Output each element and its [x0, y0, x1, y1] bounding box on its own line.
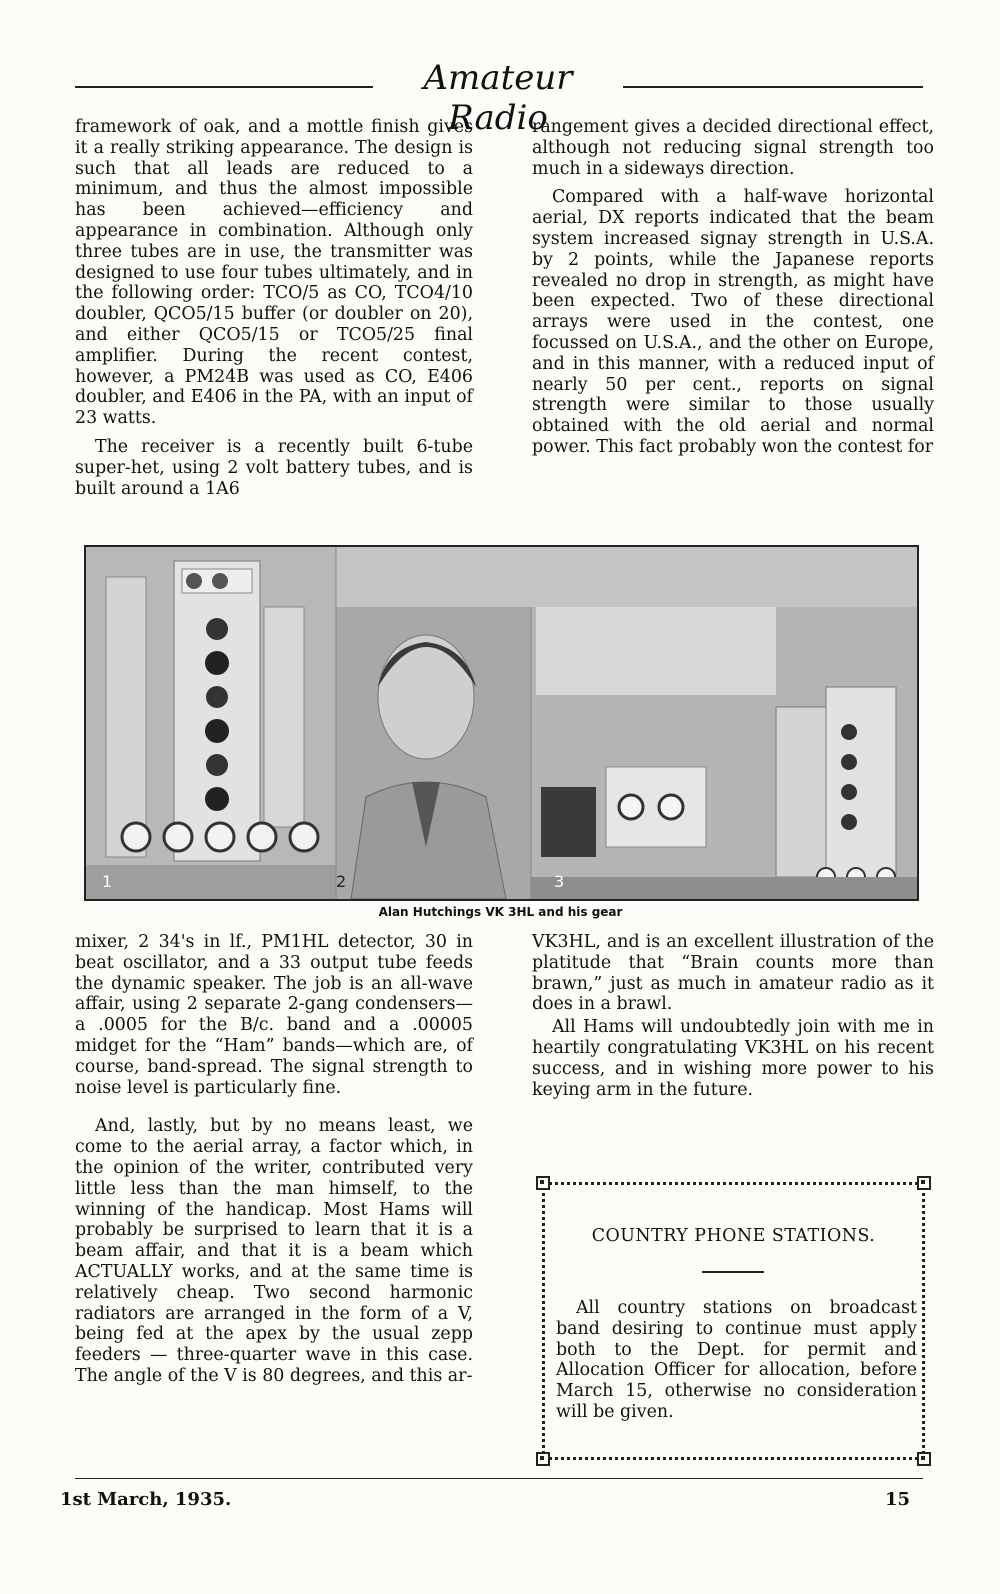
photo-illustration [86, 547, 917, 899]
paragraph: Compared with a half-wave horizontal aerial, DX reports indicated that the beam system increased signay strength in U.S.A. by 2 points, while the Japanese reports revealed no drop in strength, as might have been expected. Two of these directional arrays were used in the contest, one focussed on U.S.A., and the other on Europe, and in this manner, with a reduced input of nearly 50 per cent., reports on signal strength were similar to those usually obtained with the old aerial and normal power. This fact probably won the contest for [532, 187, 934, 457]
column-2 [532, 117, 934, 458]
paragraph: And, lastly, but by no means least, we come to the aerial array, a factor which, in the opinion of the writer, contributed very little less than the man himself, to the winning of the handicap. Most Hams will probably be surprised to learn that it is a beam affair, and that it is a beam which ACTUALLY works, and at the same time is relatively cheap. Two second harmonic radiators are arranged in the form of a V, being fed at the apex by the usual zepp feeders — three-quarter wave in this case. The angle of the V is 80 degrees, and this ar- [75, 1116, 473, 1386]
notice-box [536, 1176, 931, 1466]
page-header [75, 58, 923, 138]
photo-label: 3 [554, 872, 565, 891]
paragraph: VK3HL, and is an excellent illustration of the platitude that “Brain counts more than brawn,” just as much in amateur radio as it does in a brawl. [532, 932, 934, 1015]
issue-date: 1st March, 1935. [60, 1489, 232, 1510]
corner-ornament [536, 1176, 550, 1190]
footer-rule [75, 1478, 923, 1479]
notice-divider [702, 1271, 764, 1273]
notice-body: All country stations on broadcast band desiring to continue must apply both to the Dept. for permit and Allocation Officer for allocation, before March 15, otherwise no consideration will be given. [556, 1298, 917, 1422]
photo-caption: Alan Hutchings VK 3HL and his gear [378, 905, 623, 919]
paragraph: The receiver is a recently built 6-tube super-het, using 2 volt battery tubes, and is built around a 1A6 [75, 436, 473, 499]
header-rule-left [75, 86, 373, 88]
paragraph: framework of oak, and a mottle finish gives it a really striking appearance. The design is such that all leads are reduced to a minimum, and thus the almost impossible has been achieved—efficiency and appearance in combination. Although only three tubes are in use, the transmitter was designed to use four tubes ultimately, and in the following order: TCO/5 as CO, TCO4/10 doubler, QCO5/15 buffer (or doubler on 20), and either QCO5/15 or TCO5/25 final amplifier. During the recent contest, however, a PM24B was used as CO, E406 doubler, and E406 in the PA, with an input of 23 watts. [75, 117, 473, 429]
column-3 [75, 932, 473, 1387]
photo-label: 2 [336, 872, 347, 891]
header-rule-right [623, 86, 923, 88]
paragraph: mixer, 2 34's in lf., PM1HL detector, 30 in beat oscillator, and a 33 output tube feeds the dynamic speaker. The job is an all-wave affair, using 2 separate 2-gang condensers—a .0005 for the B/c. band and a .00005 midget for the “Ham” bands—which are, of course, band-spread. The signal strength to noise level is particularly fine. [75, 932, 473, 1098]
corner-ornament [536, 1452, 550, 1466]
masthead-title: Amateur Radio [423, 58, 573, 138]
paragraph: All Hams will undoubtedly join with me in heartily congratulating VK3HL on his recent success, and in wishing more power to his keying arm in the future. [532, 1017, 934, 1100]
photo-label: 1 [102, 872, 113, 891]
station-photo [84, 545, 919, 901]
page-number: 15 [885, 1489, 911, 1510]
notice-title: COUNTRY PHONE STATIONS. [591, 1226, 876, 1246]
corner-ornament [917, 1452, 931, 1466]
column-4 [532, 932, 934, 1100]
corner-ornament [917, 1176, 931, 1190]
column-1 [75, 117, 473, 499]
paragraph: rangement gives a decided directional effect, although not reducing signal strength too much in a sideways direction. [532, 117, 934, 179]
